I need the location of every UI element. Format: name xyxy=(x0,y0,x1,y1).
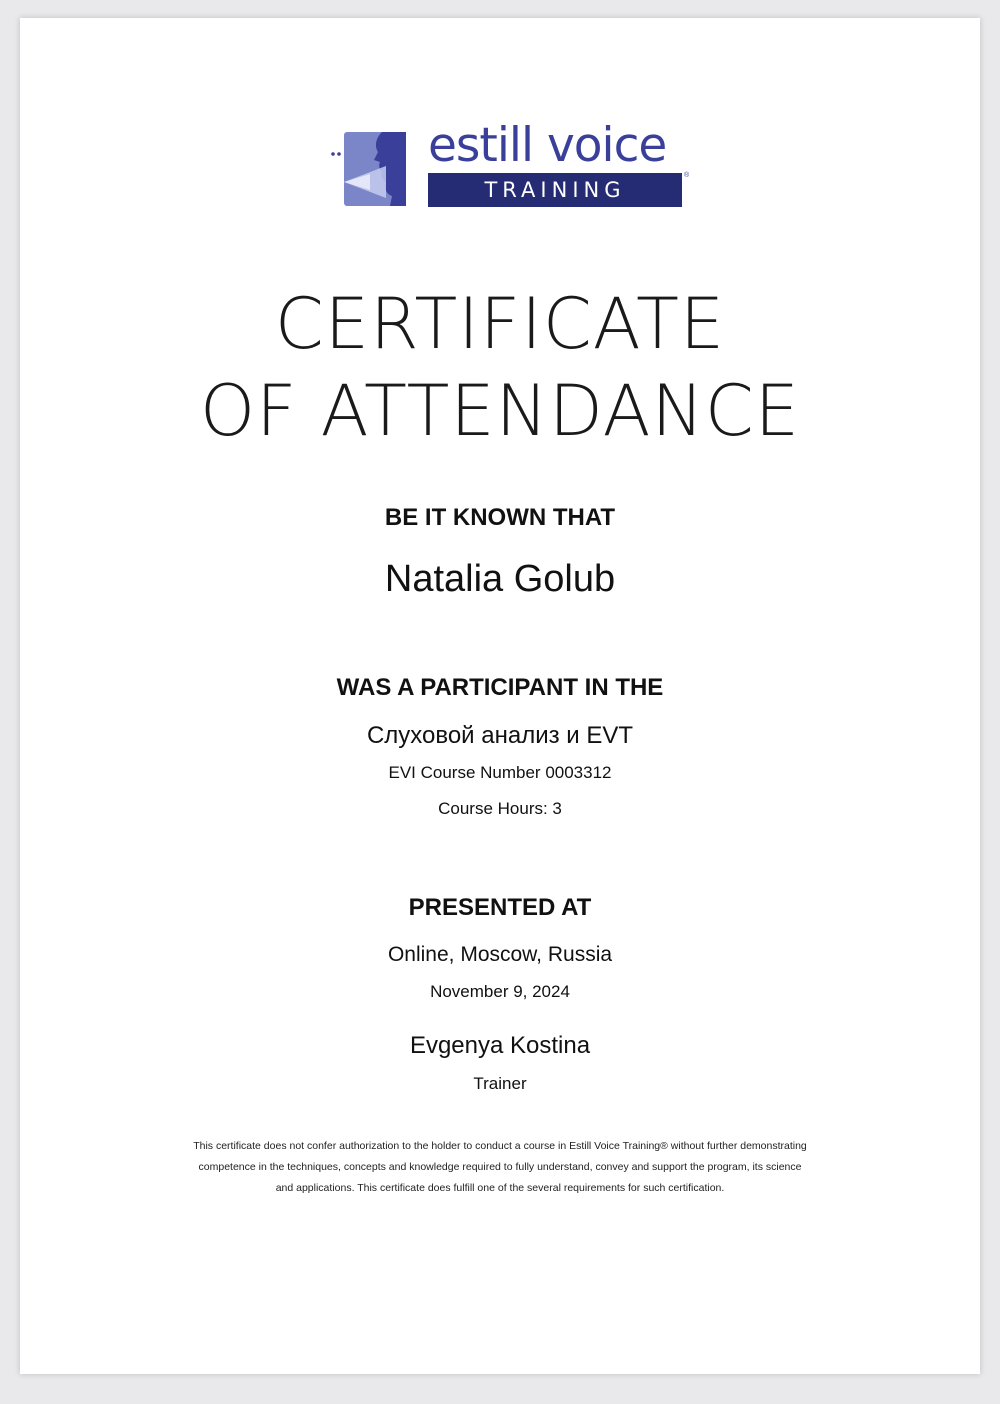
presented-heading: PRESENTED AT xyxy=(408,894,592,921)
certificate-page xyxy=(20,18,980,1374)
logo-registered-mark: ® xyxy=(684,172,690,179)
course-name: Слуховой анализ и EVT xyxy=(366,722,634,749)
trainer-role: Trainer xyxy=(473,1074,527,1093)
logo-wordmark: estill voice xyxy=(428,118,667,173)
course-hours: Course Hours: 3 xyxy=(438,799,562,818)
participant-heading: WAS A PARTICIPANT IN THE xyxy=(336,674,664,701)
logo-training-bar: TRAINING xyxy=(428,173,682,207)
location: Online, Moscow, Russia xyxy=(387,943,613,966)
estill-voice-logo xyxy=(330,118,702,218)
certificate-title-line1: CERTIFICATE xyxy=(274,283,726,365)
known-heading: BE IT KNOWN THAT xyxy=(384,504,616,531)
estill-face-icon xyxy=(330,122,426,218)
disclaimer-text: This certificate does not confer authorization to the holder to conduct a course in Estill Voice Training® without further demonstrating competence in the techniques, concepts and knowledge required to fully understand, convey and support the program, its science and applications. This certificate does fulfill one of the several requirements for such certification. xyxy=(193,1140,807,1194)
date: November 9, 2024 xyxy=(430,982,570,1001)
course-number: EVI Course Number 0003312 xyxy=(388,763,612,782)
trainer-name: Evgenya Kostina xyxy=(409,1032,591,1059)
certificate-title-line2: OF ATTENDANCE xyxy=(200,370,800,452)
participant-name: Natalia Golub xyxy=(384,558,616,600)
